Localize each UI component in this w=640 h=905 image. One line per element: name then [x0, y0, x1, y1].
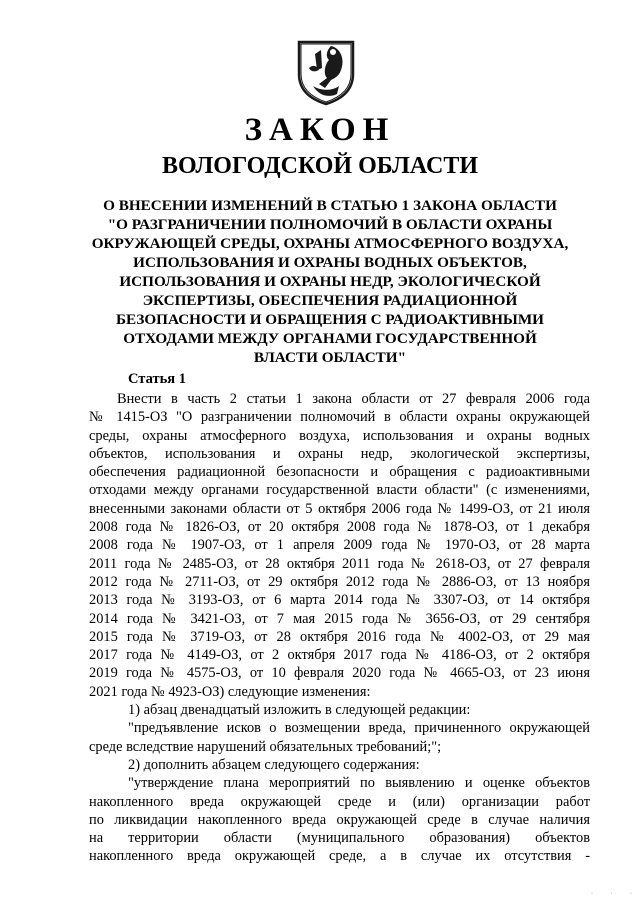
body-line: Внести в часть 2 статьи 1 закона области от 27 февраля 2006 года [117, 391, 590, 407]
heading-line: "О РАЗГРАНИЧЕНИИ ПОЛНОМОЧИЙ В ОБЛАСТИ ОХРАНЫ [107, 216, 553, 233]
heading-line: О ВНЕСЕНИИ ИЗМЕНЕНИЙ В СТАТЬЮ 1 ЗАКОНА ОБЛАСТИ [103, 197, 557, 214]
region-subtitle: ВОЛОГОДСКОЙ ОБЛАСТИ [161, 153, 479, 179]
heading-line: ОКРУЖАЮЩЕЙ СРЕДЫ, ОХРАНЫ АТМОСФЕРНОГО ВОЗДУХА, [91, 235, 569, 252]
heading-line: ОТХОДАМИ МЕЖДУ ОРГАНАМИ ГОСУДАРСТВЕННОЙ [123, 330, 537, 347]
body-line: № 1415-ОЗ "О разграничении полномочий в области охраны окружающей [89, 409, 590, 426]
body-line: накопленного вреда окружающей среде и (или) организации работ [89, 793, 590, 810]
law-title: ЗАКОН [244, 112, 396, 148]
body-line: 2) дополнить абзацем следующего содержания: [128, 756, 420, 773]
body-line: 2015 года № 3719-ОЗ, от 28 октября 2016 года № 4002-ОЗ, от 29 мая [89, 628, 590, 645]
body-line: отходами между органами государственной власти области" (с изменениями, [89, 482, 590, 499]
body-line: "утверждение плана мероприятий по выявлению и оценке объектов [128, 775, 590, 792]
body-line: среды, охраны атмосферного воздуха, использования и охраны водных [89, 427, 590, 444]
law-heading [80, 196, 580, 367]
body-line: 2012 года № 2711-ОЗ, от 29 октября 2012 года № 2886-ОЗ, от 13 ноября [89, 573, 590, 590]
heading-line: ИСПОЛЬЗОВАНИЯ И ОХРАНЫ ВОДНЫХ ОБЪЕКТОВ, [133, 254, 527, 271]
body-line: 1) абзац двенадцатый изложить в следующей редакции: [128, 702, 471, 719]
body-line: "предъявление исков о возмещении вреда, причиненного окружающей [128, 720, 590, 737]
body-line: 2013 года № 3193-ОЗ, от 6 марта 2014 года № 3307-ОЗ, от 14 октября [89, 592, 590, 609]
body-line: обеспечения радиационной безопасности и обращения с радиоактивными [89, 464, 590, 481]
heading-line: ИСПОЛЬЗОВАНИЯ И ОХРАНЫ НЕДР, ЭКОЛОГИЧЕСКОЙ [119, 273, 541, 290]
article-title: Статья 1 [128, 371, 186, 387]
body-line: на территории области (муниципального образования) объектов [89, 830, 590, 847]
body-line: объектов, использования и охраны недр, экологической экспертизы, [89, 445, 590, 462]
heading-line: БЕЗОПАСНОСТИ И ОБРАЩЕНИЯ С РАДИОАКТИВНЫМИ [116, 311, 544, 328]
body-line: внесенными законами области от 5 октября 2006 года № 1499-ОЗ, от 21 июля [89, 500, 590, 517]
heading-line: ВЛАСТИ ОБЛАСТИ" [253, 349, 407, 366]
body-line: 2011 года № 2485-ОЗ, от 28 октября 2011 года № 2618-ОЗ, от 27 февраля [89, 555, 590, 572]
body-line: 2008 года № 1826-ОЗ, от 20 октября 2008 года № 1878-ОЗ, от 1 декабря [89, 519, 590, 536]
body-line: 2014 года № 3421-ОЗ, от 7 мая 2015 года № 3656-ОЗ, от 29 сентября [89, 610, 590, 627]
body-line: по ликвидации накопленного вреда окружающей среде в случае наличия [89, 811, 590, 828]
body-line: 2019 года № 4575-ОЗ, от 10 февраля 2020 года № 4665-ОЗ, от 23 июня [89, 665, 590, 682]
coat-of-arms-icon [295, 38, 357, 106]
heading-line: ЭКСПЕРТИЗЫ, ОБЕСПЕЧЕНИЯ РАДИАЦИОННОЙ [142, 292, 518, 309]
article-body [89, 390, 590, 866]
body-line: накопленного вреда окружающей среде, а в случае их отсутствия - [89, 848, 590, 865]
body-line: среде вследствие нарушений обязательных требований;"; [89, 738, 442, 755]
page-marks: · · · [591, 891, 640, 897]
body-line: 2017 года № 4149-ОЗ, от 2 октября 2017 года № 4186-ОЗ, от 2 октября [89, 647, 590, 664]
body-line: 2008 года № 1907-ОЗ, от 1 апреля 2009 года № 1970-ОЗ, от 28 марта [89, 537, 590, 554]
body-line: 2021 года № 4923-ОЗ) следующие изменения: [89, 683, 371, 700]
